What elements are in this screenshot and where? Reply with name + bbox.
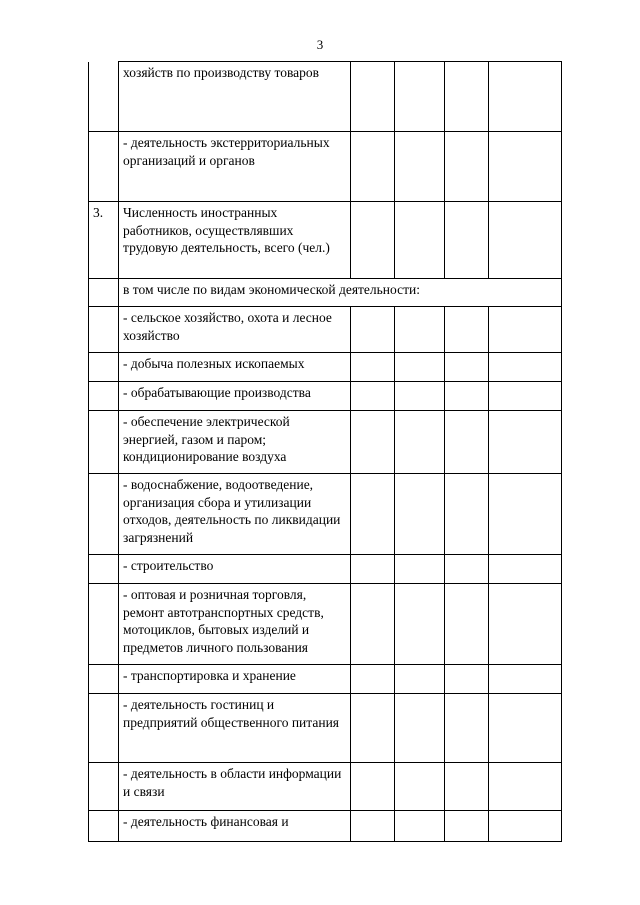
table-row [89,279,562,307]
value-cell[interactable] [489,132,562,202]
table-row [89,811,562,842]
table-row [89,763,562,811]
indicator-name-cell: Численность иностранных работников, осуществлявших трудовую деятельность, всего (чел.) [119,202,351,279]
value-cell[interactable] [351,411,395,474]
table-row [89,474,562,555]
table-row [89,382,562,411]
value-cell[interactable] [395,555,445,584]
value-cell[interactable] [351,62,395,132]
value-cell[interactable] [445,584,489,665]
value-cell[interactable] [445,202,489,279]
value-cell[interactable] [395,307,445,353]
value-cell[interactable] [489,411,562,474]
row-number-cell [89,382,119,411]
value-cell[interactable] [351,132,395,202]
value-cell[interactable] [489,474,562,555]
row-number-cell [89,584,119,665]
value-cell[interactable] [351,665,395,694]
table-row [89,353,562,382]
page-number: 3 [316,37,324,52]
indicator-name-cell: - обеспечение электрической энергией, газом и паром; кондиционирование воздуха [119,411,351,474]
value-cell[interactable] [395,665,445,694]
value-cell[interactable] [489,353,562,382]
value-cell[interactable] [395,694,445,763]
table-row [89,132,562,202]
indicator-name-cell: - обрабатывающие производства [119,382,351,411]
indicator-name-cell: - добыча полезных ископаемых [119,353,351,382]
table-row [89,665,562,694]
row-number-cell [89,411,119,474]
value-cell[interactable] [351,474,395,555]
value-cell[interactable] [489,382,562,411]
indicator-name-cell: - деятельность экстерриториальных организаций и органов [119,132,351,202]
row-number-cell: 3. [89,202,119,279]
table-row [89,307,562,353]
value-cell[interactable] [445,382,489,411]
value-cell[interactable] [445,353,489,382]
value-cell[interactable] [445,411,489,474]
table-row [89,411,562,474]
value-cell[interactable] [489,811,562,842]
value-cell[interactable] [351,307,395,353]
value-cell[interactable] [395,411,445,474]
indicator-name-cell: - деятельность гостиниц и предприятий общественного питания [119,694,351,763]
value-cell[interactable] [445,62,489,132]
value-cell[interactable] [489,307,562,353]
value-cell[interactable] [489,555,562,584]
value-cell[interactable] [489,694,562,763]
row-number-cell [89,555,119,584]
value-cell[interactable] [489,62,562,132]
value-cell[interactable] [445,307,489,353]
row-number-cell [89,763,119,811]
row-number-cell [89,694,119,763]
table-row [89,584,562,665]
row-number-cell [89,474,119,555]
value-cell[interactable] [445,474,489,555]
row-number-cell [89,307,119,353]
value-cell[interactable] [395,584,445,665]
indicator-name-cell: - транспортировка и хранение [119,665,351,694]
indicator-name-cell: - деятельность в области информации и связи [119,763,351,811]
value-cell[interactable] [489,665,562,694]
row-number-cell [89,279,119,307]
value-cell[interactable] [395,132,445,202]
value-cell[interactable] [351,382,395,411]
section-caption: в том числе по видам экономической деятельности: [119,279,562,307]
value-cell[interactable] [351,353,395,382]
value-cell[interactable] [445,665,489,694]
value-cell[interactable] [489,202,562,279]
value-cell[interactable] [395,202,445,279]
table-row [89,62,562,132]
row-number-cell [89,353,119,382]
statistics-table [88,61,562,842]
table-row [89,202,562,279]
value-cell[interactable] [489,763,562,811]
value-cell[interactable] [445,555,489,584]
value-cell[interactable] [395,811,445,842]
value-cell[interactable] [445,811,489,842]
row-number-cell [89,132,119,202]
indicator-name-cell: - деятельность финансовая и [119,811,351,842]
table-row [89,555,562,584]
indicator-name-cell: - строительство [119,555,351,584]
indicator-name-cell: хозяйств по производству товаров [119,62,351,132]
row-number-cell [89,811,119,842]
value-cell[interactable] [395,382,445,411]
value-cell[interactable] [395,62,445,132]
row-number-cell [89,62,119,132]
indicator-name-cell: - водоснабжение, водоотведение, организация сбора и утилизации отходов, деятельность по ликвидации загрязнений [119,474,351,555]
value-cell[interactable] [351,811,395,842]
row-number-cell [89,665,119,694]
value-cell[interactable] [351,555,395,584]
value-cell[interactable] [445,694,489,763]
value-cell[interactable] [489,584,562,665]
value-cell[interactable] [351,584,395,665]
value-cell[interactable] [395,353,445,382]
value-cell[interactable] [445,132,489,202]
table-row [89,694,562,763]
value-cell[interactable] [395,763,445,811]
indicator-name-cell: - сельское хозяйство, охота и лесное хозяйство [119,307,351,353]
value-cell[interactable] [395,474,445,555]
value-cell[interactable] [351,202,395,279]
indicator-name-cell: - оптовая и розничная торговля, ремонт автотранспортных средств, мотоциклов, бытовых изделий и предметов личного пользования [119,584,351,665]
value-cell[interactable] [351,694,395,763]
value-cell[interactable] [445,763,489,811]
value-cell[interactable] [351,763,395,811]
